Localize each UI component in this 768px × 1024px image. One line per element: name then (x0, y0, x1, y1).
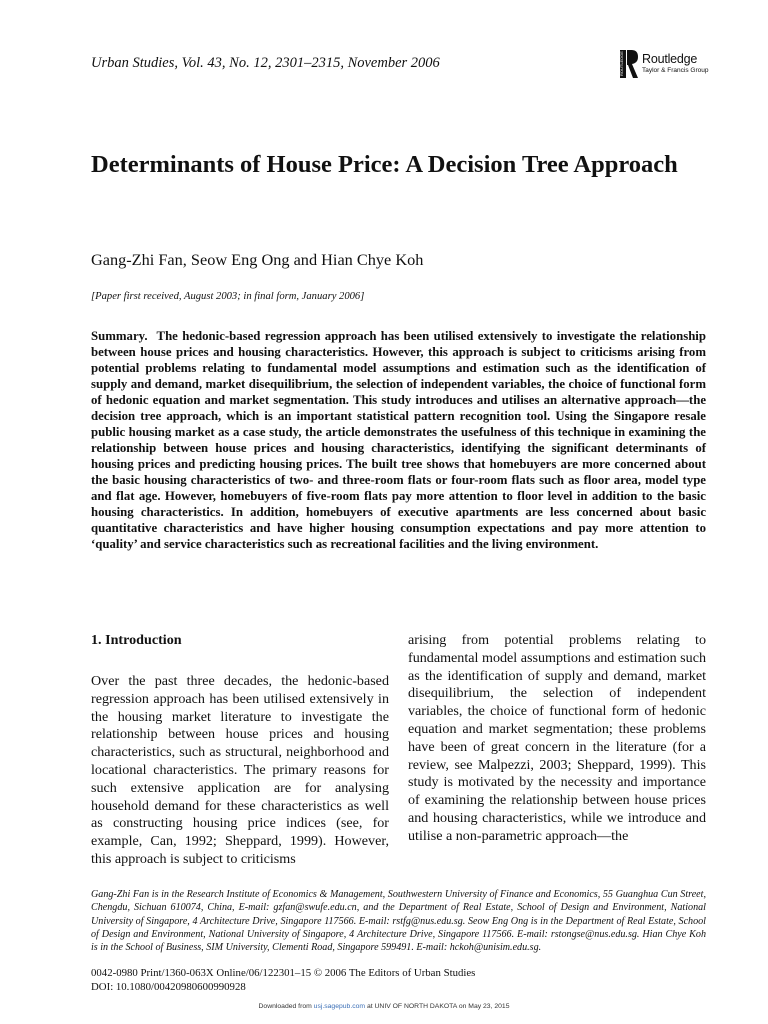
body-paragraph-right: arising from potential problems relating to fundamental model assumptions and estimation such as the identification of supply and demand, market disequilibrium, the selection of independent variables, the choice of functional form of hedonic equation and market segmentation; these problems have been of great concern in the literature (for a review, see Malpezzi, 2003; Sheppard, 1999). This study is motivated by the necessity and importance of examining the relationship between house prices and housing characteristics, while we introduce and utilise a non-parametric approach—the (408, 632, 706, 844)
publisher-subtitle: Taylor & Francis Group (642, 67, 709, 74)
body-paragraph-left: Over the past three decades, the hedonic-based regression approach has been utilised extensively in the housing market literature to investigate the relationship between house prices and housing characteristics, such as structural, neighborhood and locational characteristics. The primary reasons for such extensive application are for analysing household demand for these characteristics as well as constructing housing price indices (see, for example, Can, 1992; Sheppard, 1999). However, this approach is subject to criticisms (91, 673, 389, 867)
received-dates: [Paper first received, August 2003; in final form, January 2006] (91, 291, 365, 302)
download-suffix: at UNIV OF NORTH DAKOTA on May 23, 2015 (365, 1003, 510, 1010)
abstract-label: Summary. (91, 329, 148, 343)
publisher-logo (620, 50, 730, 80)
left-column (91, 632, 389, 869)
publication-info (91, 967, 475, 994)
download-site-link[interactable]: usj.sagepub.com (313, 1003, 366, 1010)
section-heading: 1. Introduction (91, 632, 182, 648)
abstract-text: The hedonic-based regression approach has been utilised extensively to investigate the relationship between house prices and housing characteristics. However, this approach is subject to criticisms arising from potential problems relating to fundamental model assumptions and estimation such as the identification of supply and demand, market disequilibrium, the selection of independent variables, the choice of functional form of hedonic equation and market segmentation. This study introduces and utilises an alternative approach—the decision tree approach, which is an important statistical pattern recognition tool. Using the Singapore resale public housing market as a case study, the article demonstrates the usefulness of this technique in examining the relationship between house prices and housing characteristics, identifying the significant determinants of housing prices and predicting housing prices. The built tree shows that homebuyers are more concerned about the basic housing characteristics of two- and three-room flats or four-room flats such as floor area, model type and flat age. However, homebuyers of five-room flats pay more attention to floor level in addition to the basic housing characteristics. In addition, homebuyers of executive apartments are less concerned about basic quantitative characteristics and have higher housing consumption expectations and pay more attention to ‘quality’ and service characteristics such as recreational facilities and the living environment. (91, 329, 706, 551)
download-notice (0, 1003, 768, 1010)
article-title: Determinants of House Price: A Decision Tree Approach (91, 151, 678, 178)
download-prefix: Downloaded from (258, 1003, 314, 1010)
doi-line: DOI: 10.1080/00420980600990928 (91, 980, 246, 993)
logo-mark-text: ROUTLEDGE (619, 51, 624, 76)
right-column (408, 632, 706, 846)
journal-citation: Urban Studies, Vol. 43, No. 12, 2301–2315, November 2006 (91, 55, 440, 71)
abstract (91, 328, 706, 552)
issn-line: 0042-0980 Print/1360-063X Online/06/122301–15 © 2006 The Editors of Urban Studies (91, 967, 476, 979)
author-list: Gang-Zhi Fan, Seow Eng Ong and Hian Chye Koh (91, 250, 424, 269)
routledge-logo-icon (620, 50, 638, 78)
author-affiliations: Gang-Zhi Fan is in the Research Institute of Economics & Management, Southwestern University of Finance and Economics, 55 Guanghua Cun Street, Chengdu, Sichuan 610074, China, E-mail: gzfan@swufe.edu.cn, and the Department of Real Estate, School of Design and Environment, National University of Singapore, 4 Architecture Drive, Singapore 117566. E-mail: rstfg@nus.edu.sg. Seow Eng Ong is in the Department of Real Estate, School of Design and Environment, National University of Singapore, 4 Architecture Drive, Singapore 117566. E-mail: rstongse@nus.edu.sg. Hian Chye Koh is in the School of Business, SIM University, Clementi Road, Singapore 599491. E-mail: hckoh@unisim.edu.sg. (91, 889, 706, 954)
publisher-name: Routledge (642, 52, 698, 66)
